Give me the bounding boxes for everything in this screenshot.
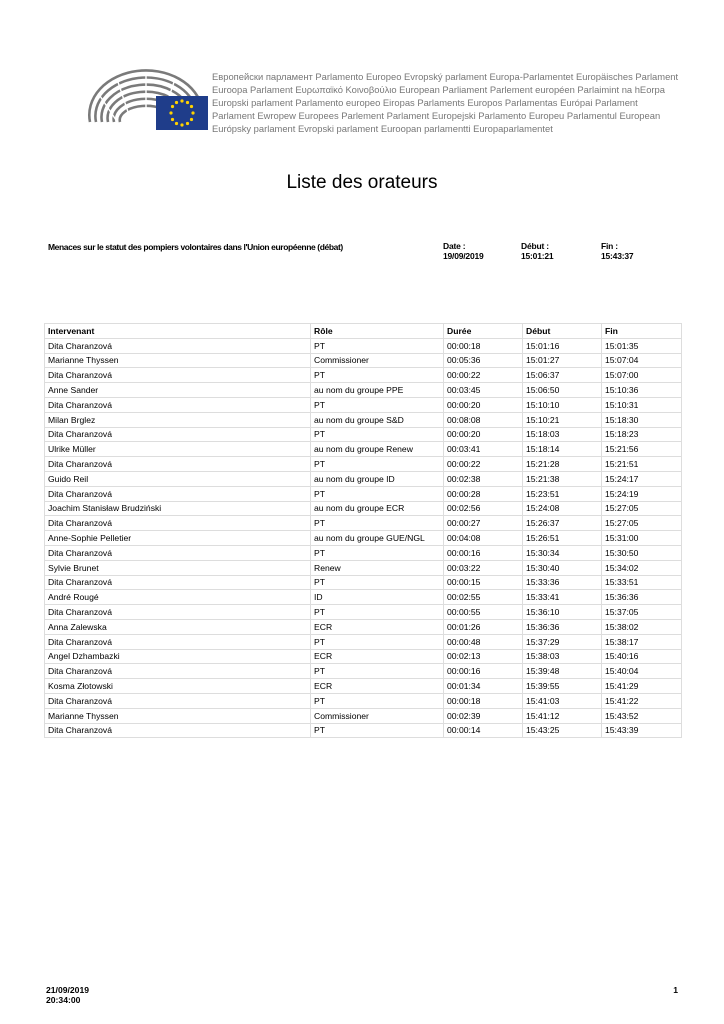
parliament-names — [212, 70, 682, 135]
role-cell: PT — [311, 605, 444, 620]
start-cell: 15:10:10 — [523, 397, 602, 412]
parliament-names-line: Parlament Ewropew Europees Parlement Parlament Europejski Parlamento Europeu Parlamentul European — [212, 110, 661, 121]
start-cell: 15:06:50 — [523, 383, 602, 398]
speaker-cell: Dita Charanzová — [45, 427, 311, 442]
parliament-names-line: Euroopa Parlament Ευρωπαϊκό Κοινοβούλιο European Parliament Parlement européen Parlaimint na hEorpa — [212, 84, 665, 95]
end-cell: 15:43:39 — [602, 723, 682, 738]
role-cell: au nom du groupe S&D — [311, 412, 444, 427]
table-row — [45, 605, 682, 620]
duration-cell: 00:01:26 — [444, 619, 523, 634]
end-cell: 15:33:51 — [602, 575, 682, 590]
table-row — [45, 338, 682, 353]
duration-cell: 00:00:20 — [444, 397, 523, 412]
speaker-cell: Milan Brglez — [45, 412, 311, 427]
speaker-cell: Dita Charanzová — [45, 723, 311, 738]
speaker-cell: Dita Charanzová — [45, 575, 311, 590]
duration-cell: 00:08:08 — [444, 412, 523, 427]
table-row — [45, 531, 682, 546]
column-header: Fin — [602, 324, 682, 339]
duration-cell: 00:03:22 — [444, 560, 523, 575]
end-cell: 15:21:56 — [602, 442, 682, 457]
table-row — [45, 471, 682, 486]
speaker-cell: Dita Charanzová — [45, 545, 311, 560]
end-cell: 15:34:02 — [602, 560, 682, 575]
end-cell: 15:41:22 — [602, 693, 682, 708]
speaker-cell: Sylvie Brunet — [45, 560, 311, 575]
column-header: Début — [523, 324, 602, 339]
start-cell: 15:21:38 — [523, 471, 602, 486]
table-row — [45, 383, 682, 398]
end-value: 15:43:37 — [601, 251, 634, 261]
role-cell: au nom du groupe GUE/NGL — [311, 531, 444, 546]
start-value: 15:01:21 — [521, 251, 554, 261]
parliament-names-line: Европейски парламент Parlamento Europeo Evropský parlament Europa-Parlamentet Europäisches Parlament — [212, 71, 679, 82]
table-row — [45, 619, 682, 634]
role-cell: PT — [311, 545, 444, 560]
role-cell: PT — [311, 575, 444, 590]
end-cell: 15:38:17 — [602, 634, 682, 649]
table-row — [45, 693, 682, 708]
duration-cell: 00:02:13 — [444, 649, 523, 664]
start-cell: 15:26:37 — [523, 516, 602, 531]
debate-subject: Menaces sur le statut des pompiers volontaires dans l'Union européenne (débat) — [48, 242, 343, 252]
role-cell: au nom du groupe ID — [311, 471, 444, 486]
end-cell: 15:24:19 — [602, 486, 682, 501]
table-row — [45, 575, 682, 590]
footer-timestamp — [46, 985, 89, 1005]
speaker-cell: Joachim Stanisław Brudziński — [45, 501, 311, 516]
speaker-cell: Dita Charanzová — [45, 338, 311, 353]
table-row — [45, 412, 682, 427]
duration-cell: 00:00:55 — [444, 605, 523, 620]
speaker-cell: Marianne Thyssen — [45, 708, 311, 723]
start-cell: 15:36:36 — [523, 619, 602, 634]
speaker-cell: André Rougé — [45, 590, 311, 605]
start-cell: 15:30:34 — [523, 545, 602, 560]
start-cell: 15:38:03 — [523, 649, 602, 664]
role-cell: PT — [311, 338, 444, 353]
end-cell: 15:24:17 — [602, 471, 682, 486]
speaker-cell: Dita Charanzová — [45, 397, 311, 412]
date-value: 19/09/2019 — [443, 251, 484, 261]
start-cell: 15:18:03 — [523, 427, 602, 442]
speaker-cell: Dita Charanzová — [45, 664, 311, 679]
date-label: Date : — [443, 241, 466, 251]
speaker-cell: Dita Charanzová — [45, 605, 311, 620]
speaker-cell: Dita Charanzová — [45, 634, 311, 649]
end-cell: 15:01:35 — [602, 338, 682, 353]
start-cell: 15:33:41 — [523, 590, 602, 605]
role-cell: au nom du groupe ECR — [311, 501, 444, 516]
duration-cell: 00:00:27 — [444, 516, 523, 531]
start-label: Début : — [521, 241, 549, 251]
duration-cell: 00:00:18 — [444, 338, 523, 353]
table-header-row — [45, 324, 682, 339]
end-cell: 15:07:00 — [602, 368, 682, 383]
role-cell: PT — [311, 723, 444, 738]
start-cell: 15:01:16 — [523, 338, 602, 353]
role-cell: PT — [311, 457, 444, 472]
page-title: Liste des orateurs — [286, 172, 438, 193]
table-row — [45, 486, 682, 501]
role-cell: ECR — [311, 619, 444, 634]
speaker-cell: Angel Dzhambazki — [45, 649, 311, 664]
role-cell: au nom du groupe Renew — [311, 442, 444, 457]
end-cell: 15:10:31 — [602, 397, 682, 412]
footer-date: 21/09/2019 — [46, 985, 90, 995]
page-number: 1 — [673, 985, 678, 995]
end-cell: 15:38:02 — [602, 619, 682, 634]
column-header: Durée — [444, 324, 523, 339]
role-cell: Renew — [311, 560, 444, 575]
table-row — [45, 442, 682, 457]
duration-cell: 00:02:38 — [444, 471, 523, 486]
eu-flag-icon — [156, 96, 208, 130]
duration-cell: 00:00:22 — [444, 457, 523, 472]
duration-cell: 00:00:48 — [444, 634, 523, 649]
speaker-cell: Dita Charanzová — [45, 693, 311, 708]
end-cell: 15:31:00 — [602, 531, 682, 546]
duration-cell: 00:00:16 — [444, 545, 523, 560]
duration-cell: 00:01:34 — [444, 679, 523, 694]
duration-cell: 00:00:14 — [444, 723, 523, 738]
end-cell: 15:07:04 — [602, 353, 682, 368]
role-cell: PT — [311, 427, 444, 442]
speaker-cell: Marianne Thyssen — [45, 353, 311, 368]
start-cell: 15:18:14 — [523, 442, 602, 457]
page-header — [84, 66, 684, 146]
duration-cell: 00:03:41 — [444, 442, 523, 457]
table-row — [45, 368, 682, 383]
speaker-cell: Anna Zalewska — [45, 619, 311, 634]
end-cell: 15:43:52 — [602, 708, 682, 723]
table-row — [45, 679, 682, 694]
table-row — [45, 397, 682, 412]
duration-cell: 00:03:45 — [444, 383, 523, 398]
speaker-cell: Dita Charanzová — [45, 457, 311, 472]
role-cell: PT — [311, 516, 444, 531]
role-cell: Commissioner — [311, 353, 444, 368]
end-cell: 15:41:29 — [602, 679, 682, 694]
table-row — [45, 560, 682, 575]
end-cell: 15:37:05 — [602, 605, 682, 620]
start-cell: 15:06:37 — [523, 368, 602, 383]
speaker-cell: Guido Reil — [45, 471, 311, 486]
role-cell: ID — [311, 590, 444, 605]
parliament-names-line: Europski parlament Parlamento europeo Eiropas Parlaments Europos Parlamentas Európai Parlament — [212, 97, 638, 108]
end-cell: 15:27:05 — [602, 501, 682, 516]
footer-time: 20:34:00 — [46, 995, 81, 1005]
role-cell: PT — [311, 664, 444, 679]
table-row — [45, 353, 682, 368]
table-row — [45, 708, 682, 723]
start-cell: 15:24:08 — [523, 501, 602, 516]
parliament-names-line: Európsky parlament Evropski parlament Euroopan parlamentti Europaparlamentet — [212, 123, 553, 134]
table-row — [45, 664, 682, 679]
role-cell: au nom du groupe PPE — [311, 383, 444, 398]
duration-cell: 00:05:36 — [444, 353, 523, 368]
start-cell: 15:41:03 — [523, 693, 602, 708]
end-cell: 15:27:05 — [602, 516, 682, 531]
start-cell: 15:30:40 — [523, 560, 602, 575]
role-cell: PT — [311, 486, 444, 501]
table-row — [45, 427, 682, 442]
duration-cell: 00:00:20 — [444, 427, 523, 442]
end-cell: 15:21:51 — [602, 457, 682, 472]
role-cell: ECR — [311, 649, 444, 664]
end-cell: 15:18:30 — [602, 412, 682, 427]
table-row — [45, 545, 682, 560]
table-row — [45, 516, 682, 531]
end-label: Fin : — [601, 241, 618, 251]
speaker-cell: Dita Charanzová — [45, 516, 311, 531]
role-cell: PT — [311, 397, 444, 412]
duration-cell: 00:02:39 — [444, 708, 523, 723]
start-cell: 15:43:25 — [523, 723, 602, 738]
speaker-cell: Kosma Złotowski — [45, 679, 311, 694]
start-cell: 15:33:36 — [523, 575, 602, 590]
duration-cell: 00:02:55 — [444, 590, 523, 605]
start-cell: 15:01:27 — [523, 353, 602, 368]
table-row — [45, 723, 682, 738]
end-cell: 15:40:04 — [602, 664, 682, 679]
speaker-cell: Dita Charanzová — [45, 368, 311, 383]
end-cell: 15:30:50 — [602, 545, 682, 560]
start-cell: 15:37:29 — [523, 634, 602, 649]
end-cell: 15:10:36 — [602, 383, 682, 398]
table-row — [45, 634, 682, 649]
start-cell: 15:21:28 — [523, 457, 602, 472]
start-cell: 15:39:48 — [523, 664, 602, 679]
speaker-cell: Anne Sander — [45, 383, 311, 398]
start-cell: 15:10:21 — [523, 412, 602, 427]
start-cell: 15:41:12 — [523, 708, 602, 723]
end-cell: 15:36:36 — [602, 590, 682, 605]
end-cell: 15:18:23 — [602, 427, 682, 442]
debate-end — [601, 241, 633, 261]
table-row — [45, 590, 682, 605]
role-cell: PT — [311, 634, 444, 649]
table-body — [45, 338, 682, 738]
start-cell: 15:26:51 — [523, 531, 602, 546]
duration-cell: 00:00:28 — [444, 486, 523, 501]
speakers-table — [44, 323, 682, 738]
debate-date — [443, 241, 484, 261]
table-row — [45, 649, 682, 664]
column-header: Intervenant — [45, 324, 311, 339]
role-cell: Commissioner — [311, 708, 444, 723]
duration-cell: 00:00:16 — [444, 664, 523, 679]
duration-cell: 00:00:18 — [444, 693, 523, 708]
start-cell: 15:23:51 — [523, 486, 602, 501]
duration-cell: 00:00:15 — [444, 575, 523, 590]
end-cell: 15:40:16 — [602, 649, 682, 664]
debate-start — [521, 241, 553, 261]
speaker-cell: Ulrike Müller — [45, 442, 311, 457]
role-cell: ECR — [311, 679, 444, 694]
speaker-cell: Anne-Sophie Pelletier — [45, 531, 311, 546]
table-row — [45, 457, 682, 472]
start-cell: 15:39:55 — [523, 679, 602, 694]
table-row — [45, 501, 682, 516]
start-cell: 15:36:10 — [523, 605, 602, 620]
duration-cell: 00:02:56 — [444, 501, 523, 516]
column-header: Rôle — [311, 324, 444, 339]
speaker-cell: Dita Charanzová — [45, 486, 311, 501]
role-cell: PT — [311, 693, 444, 708]
duration-cell: 00:04:08 — [444, 531, 523, 546]
duration-cell: 00:00:22 — [444, 368, 523, 383]
role-cell: PT — [311, 368, 444, 383]
